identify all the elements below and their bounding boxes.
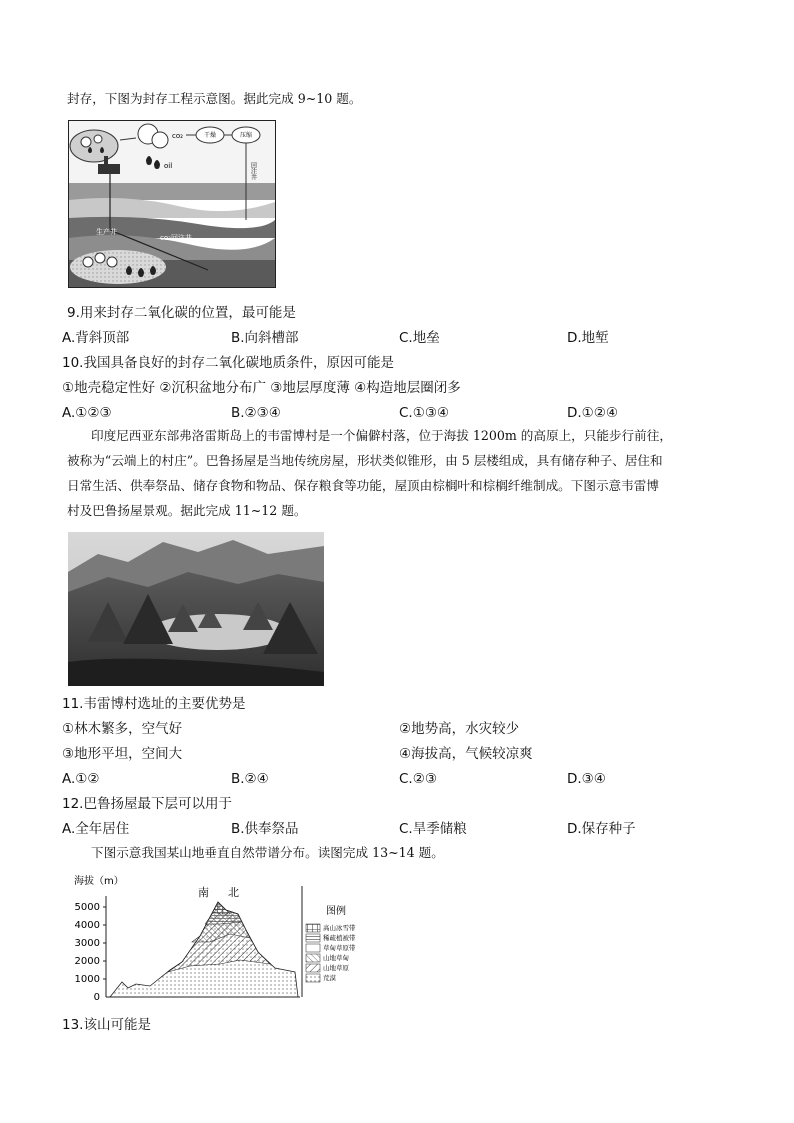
production-well-label: 生产井 — [96, 228, 117, 236]
q11-option-b[interactable]: B.②④ — [231, 771, 269, 787]
q11-option-c[interactable]: C.②③ — [399, 771, 437, 787]
q10-conditions: ①地壳稳定性好 ②沉积盆地分布广 ③地层厚度薄 ④构造地层圈闭多 — [62, 380, 461, 396]
intro-line: 封存，下图为封存工程示意图。据此完成 9~10 题。 — [67, 91, 362, 106]
passage-line-4: 村及巴鲁扬屋景观。据此完成 11~12 题。 — [67, 503, 307, 518]
y-tick-3000: 3000 — [74, 938, 100, 949]
q10-option-d[interactable]: D.①②④ — [567, 405, 618, 421]
q12-option-b[interactable]: B.供奉祭品 — [231, 821, 299, 837]
q9-stem: 9.用来封存二氧化碳的位置，最可能是 — [67, 305, 296, 321]
legend-desert: 荒漠 — [323, 974, 336, 982]
q11-option-d[interactable]: D.③④ — [567, 771, 606, 787]
q9-option-b[interactable]: B.向斜槽部 — [231, 330, 299, 346]
reinject-well-label: 回注井 — [249, 162, 257, 180]
q12-option-a[interactable]: A.全年居住 — [62, 821, 130, 837]
q9-option-d[interactable]: D.地堑 — [567, 330, 609, 346]
q10-option-a[interactable]: A.①②③ — [62, 405, 112, 421]
q10-option-c[interactable]: C.①③④ — [399, 405, 450, 421]
legend-sparse-vegetation: 稀疏植被带 — [323, 934, 356, 942]
q12-option-d[interactable]: D.保存种子 — [567, 821, 636, 837]
q12-stem: 12.巴鲁扬屋最下层可以用于 — [62, 796, 232, 812]
q9-option-a[interactable]: A.背斜顶部 — [62, 330, 130, 346]
vertical-zone-diagram — [70, 872, 390, 1004]
y-tick-2000: 2000 — [74, 956, 100, 967]
y-tick-0: 0 — [93, 992, 100, 1003]
north-label: 北 — [228, 886, 239, 899]
y-tick-5000: 5000 — [74, 902, 100, 913]
q13-stem: 13.该山可能是 — [62, 1017, 151, 1033]
y-tick-1000: 1000 — [74, 974, 100, 985]
legend-title: 图例 — [326, 906, 346, 917]
legend-mountain-grassland: 山地草原 — [323, 964, 349, 972]
passage-13-14: 下图示意我国某山地垂直自然带谱分布。读图完成 13~14 题。 — [91, 845, 444, 860]
q9-option-c[interactable]: C.地垒 — [399, 330, 440, 346]
village-landscape-photo — [68, 532, 324, 686]
q10-stem: 10.我国具备良好的封存二氧化碳地质条件，原因可能是 — [62, 355, 394, 371]
q11-stem: 11.韦雷博村选址的主要优势是 — [62, 696, 246, 712]
legend-snow: 高山冰雪带 — [323, 924, 356, 932]
oil-label: oil — [164, 162, 173, 170]
y-axis-label: 海拔（m） — [74, 876, 124, 887]
q11-condition-4: ④海拔高，气候较凉爽 — [399, 746, 533, 762]
q11-option-a[interactable]: A.①② — [62, 771, 100, 787]
south-label: 南 — [198, 886, 209, 899]
q10-option-b[interactable]: B.②③④ — [231, 405, 281, 421]
q11-condition-2: ②地势高，水灾较少 — [399, 721, 520, 737]
co2-label: co₂ — [172, 132, 183, 140]
legend-mountain-meadow: 山地草甸 — [323, 954, 349, 962]
passage-line-3: 日常生活、供奉祭品、储存食物和物品、保存粮食等功能，屋顶由棕榈叶和棕榈纤维制成。下图示意韦雷博 — [67, 478, 659, 493]
passage-line-2: 被称为“云端上的村庄”。巴鲁扬屋是当地传统房屋，形状类似锥形，由 5 层楼组成，具有储存种子、居住和 — [67, 453, 663, 468]
co2-storage-diagram — [68, 120, 276, 288]
dry-label: 干燥 — [203, 132, 217, 139]
legend-meadow-steppe: 草甸草原带 — [323, 944, 356, 952]
q11-condition-1: ①林木繁多，空气好 — [62, 721, 183, 737]
q12-option-c[interactable]: C.旱季储粮 — [399, 821, 467, 837]
compress-label: 压缩 — [239, 132, 253, 139]
q11-condition-3: ③地形平坦，空间大 — [62, 746, 183, 762]
y-tick-4000: 4000 — [74, 920, 100, 931]
co2-injection-label: co₂回注井 — [160, 234, 192, 242]
passage-line-1: 印度尼西亚东部弗洛雷斯岛上的韦雷博村是一个偏僻村落，位于海拔 1200m 的高原上，只能步行前往， — [91, 428, 672, 443]
